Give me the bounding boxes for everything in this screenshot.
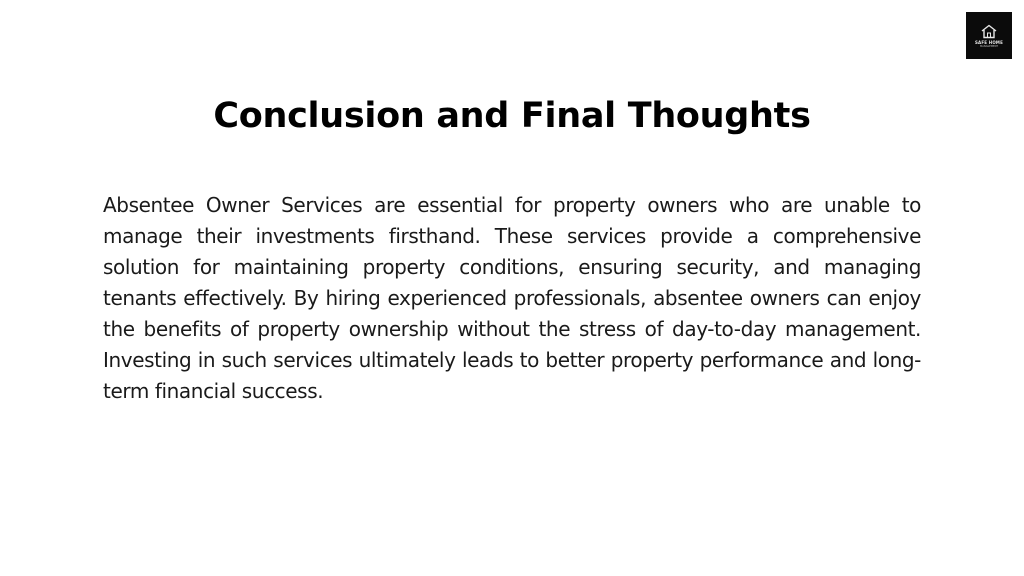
- logo-tagline: MANAGEMENT: [979, 44, 999, 48]
- body-paragraph: Absentee Owner Services are essential for property owners who are unable to manage their investments firsthand. These services provide a comprehensive solution for maintaining property conditions, ensuring security, and managing tenants effectively. By hiring experienced professionals, absentee owners can enjoy the benefits of property ownership without the stress of day-to-day management. Investing in such services ultimately leads to better property performance and long-term financial success.: [103, 193, 921, 403]
- house-icon: [980, 24, 998, 39]
- slide-title: Conclusion and Final Thoughts: [213, 96, 811, 136]
- logo-name: SAFE HOME: [974, 39, 1004, 45]
- company-logo: [966, 12, 1012, 59]
